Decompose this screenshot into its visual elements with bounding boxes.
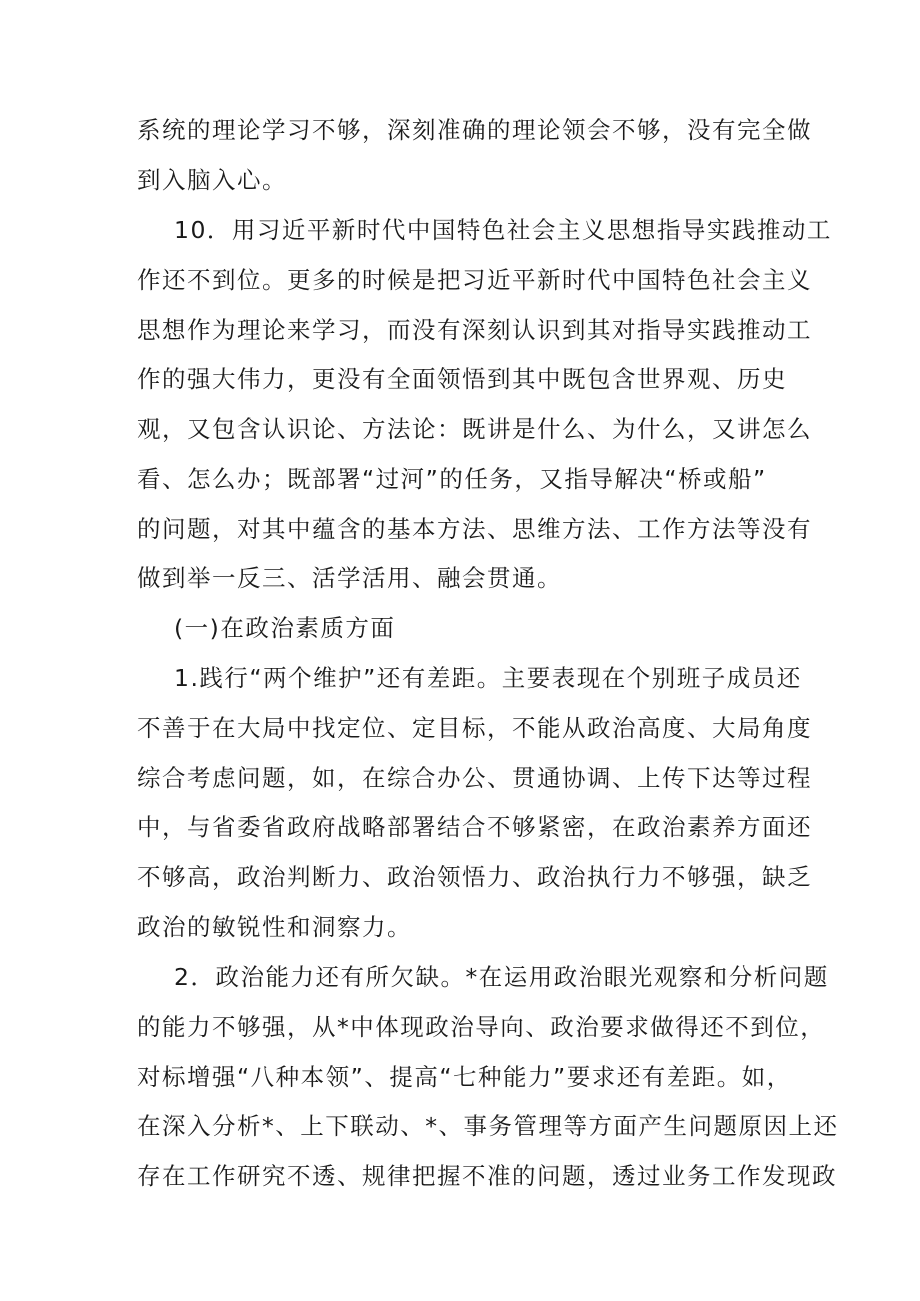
text-line: 到入脑入心。 [137, 166, 287, 194]
text-line: 的能力不够强，从*中体现政治导向、政治要求做得还不到位， [137, 1013, 826, 1041]
text-line: 思想作为理论来学习，而没有深刻认识到其对指导实践推动工 [137, 316, 812, 344]
text-line: 不够高，政治判断力、政治领悟力、政治执行力不够强，缺乏 [137, 863, 812, 891]
text-line: 中，与省委省政府战略部署结合不够紧密，在政治素养方面还 [137, 813, 812, 841]
text-line: 的问题，对其中蕴含的基本方法、思维方法、工作方法等没有 [137, 515, 812, 543]
text-line: 作的强大伟力，更没有全面领悟到其中既包含世界观、历史 [137, 365, 787, 393]
text-line: 做到举一反三、活学活用、融会贯通。 [137, 564, 562, 592]
section-heading: (一)在政治素质方面 [174, 614, 396, 642]
text-line: 对标增强“八种本领”、提高“七种能力”要求还有差距。如， [137, 1063, 792, 1091]
text-line: 观，又包含认识论、方法论：既讲是什么、为什么，又讲怎么 [137, 415, 812, 443]
text-line: 2．政治能力还有所欠缺。*在运用政治眼光观察和分析问题 [174, 963, 829, 991]
text-line: 10．用习近平新时代中国特色社会主义思想指导实践推动工 [174, 216, 832, 244]
text-line: 系统的理论学习不够，深刻准确的理论领会不够，没有完全做 [137, 116, 812, 144]
text-line: 在深入分析*、上下联动、*、事务管理等方面产生问题原因上还 [137, 1112, 839, 1140]
text-line: 政治的敏锐性和洞察力。 [137, 913, 412, 941]
text-line: 作还不到位。更多的时候是把习近平新时代中国特色社会主义 [137, 266, 812, 294]
text-line: 1.践行“两个维护”还有差距。主要表现在个别班子成员还 [174, 664, 802, 692]
text-line: 综合考虑问题，如，在综合办公、贯通协调、上传下达等过程 [137, 764, 812, 792]
text-line: 看、怎么办；既部署“过河”的任务，又指导解决“桥或船” [137, 465, 767, 493]
text-line: 存在工作研究不透、规律把握不准的问题，透过业务工作发现政 [137, 1162, 837, 1190]
text-line: 不善于在大局中找定位、定目标，不能从政治高度、大局角度 [137, 714, 812, 742]
